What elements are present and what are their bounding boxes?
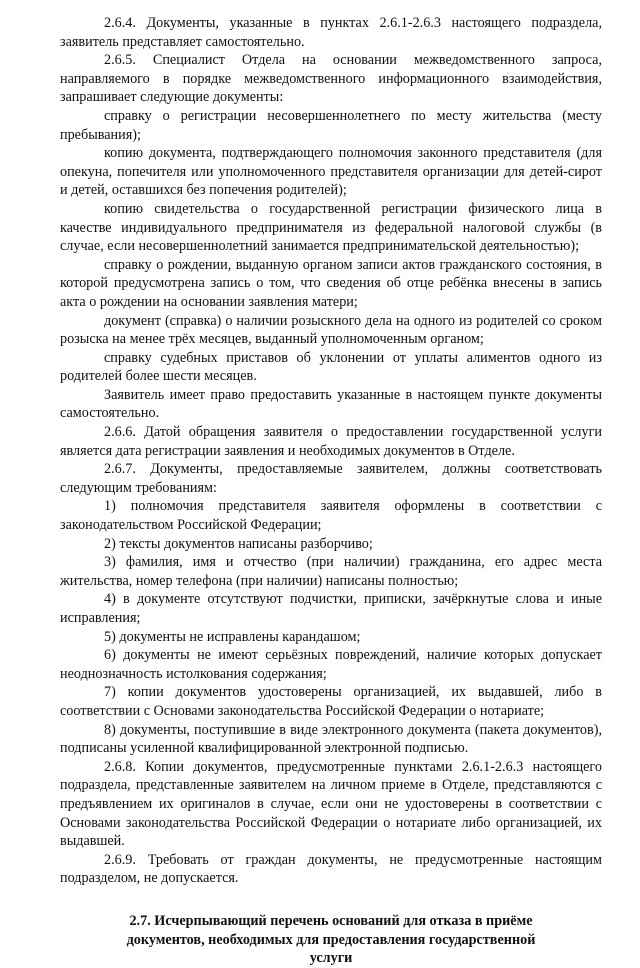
paragraph-2-6-5: 2.6.5. Специалист Отдела на основании межведомственного запроса, направляемого в порядке межведомственного информационного взаимодействия, запрашивает следующие документы: (60, 52, 602, 106)
paragraph-2-6-9: 2.6.9. Требовать от граждан документы, не предусмотренные настоящим подразделом, не допускается. (60, 851, 602, 887)
requirement-item: 4) в документе отсутствуют подчистки, приписки, зачёркнутые слова и иные исправления; (60, 591, 602, 626)
list-item: справку судебных приставов об уклонении от уплаты алиментов одного из родителей более шести месяцев. (60, 349, 602, 385)
requirement-item: 5) документы не исправлены карандашом; (104, 628, 361, 645)
heading-line: услуги (309, 950, 353, 967)
requirement-item: 3) фамилия, имя и отчество (при наличии) гражданина, его адрес места жительства, номер телефона (при наличии) написаны полностью; (60, 554, 602, 589)
list-item: документ (справка) о наличии розыскного дела на одного из родителей со сроком розыска на менее трёх месяцев, выданный уполномоченным органом; (60, 312, 602, 348)
requirement-item: 1) полномочия представителя заявителя оформлены в соответствии с законодательством Российской Федерации; (60, 498, 602, 534)
requirement-item: 7) копии документов удостоверены организацией, их выдавшей, либо в соответствии с Основами законодательства Российской Федерации о нотариате; (60, 684, 602, 719)
heading-line: документов, необходимых для предоставления государственной (126, 931, 536, 948)
list-item: копию документа, подтверждающего полномочия законного представителя (для опекуна, попечителя или уполномоченного представителя организации для детей-сирот и детей, оставшихся без попечения родителей); (60, 145, 602, 199)
list-item: справку о рождении, выданную органом записи актов гражданского состояния, в которой предусмотрена запись о том, что сведения об отце ребёнка внесены в запись акта о рождении на основании заявления матери; (60, 256, 602, 310)
paragraph-2-6-6: 2.6.6. Датой обращения заявителя о предоставлении государственной услуги является дата регистрации заявления и необходимых документов в Отделе. (60, 424, 602, 459)
requirement-item: 6) документы не имеют серьёзных повреждений, наличие которых допускает неоднозначность истолкования содержания; (60, 647, 602, 682)
document-page (60, 14, 602, 968)
paragraph-applicant-right: Заявитель имеет право предоставить указанные в настоящем пункте документы самостоятельно. (60, 386, 602, 422)
list-item: справку о регистрации несовершеннолетнего по месту жительства (месту пребывания); (60, 107, 602, 143)
list-item: копию свидетельства о государственной регистрации физического лица в качестве индивидуального предпринимателя из федеральной налоговой службы (в случае, если несовершеннолетний занимается предпринимательской деятельностью); (60, 200, 602, 255)
paragraph-2-6-8: 2.6.8. Копии документов, предусмотренные пунктами 2.6.1-2.6.3 настоящего подраздела, представленные заявителем на личном приеме в Отделе, представляются с предъявлением их оригиналов в случае, если они не удостоверены в соответствии с Основами законодательства Российской Федерации о нотариате либо организацией, их выдавшей. (60, 758, 602, 850)
heading-line: 2.7. Исчерпывающий перечень оснований для отказа в приёме (129, 912, 533, 929)
section-heading-2-7 (60, 912, 602, 968)
requirement-item: 8) документы, поступившие в виде электронного документа (пакета документов), подписаны усиленной квалифицированной электронной подписью. (60, 721, 602, 757)
requirement-item: 2) тексты документов написаны разборчиво; (104, 535, 373, 552)
paragraph-2-6-4: 2.6.4. Документы, указанные в пунктах 2.6.1-2.6.3 настоящего подраздела, заявитель представляет самостоятельно. (60, 15, 602, 50)
paragraph-2-6-7: 2.6.7. Документы, предоставляемые заявителем, должны соответствовать следующим требованиям: (60, 461, 602, 496)
